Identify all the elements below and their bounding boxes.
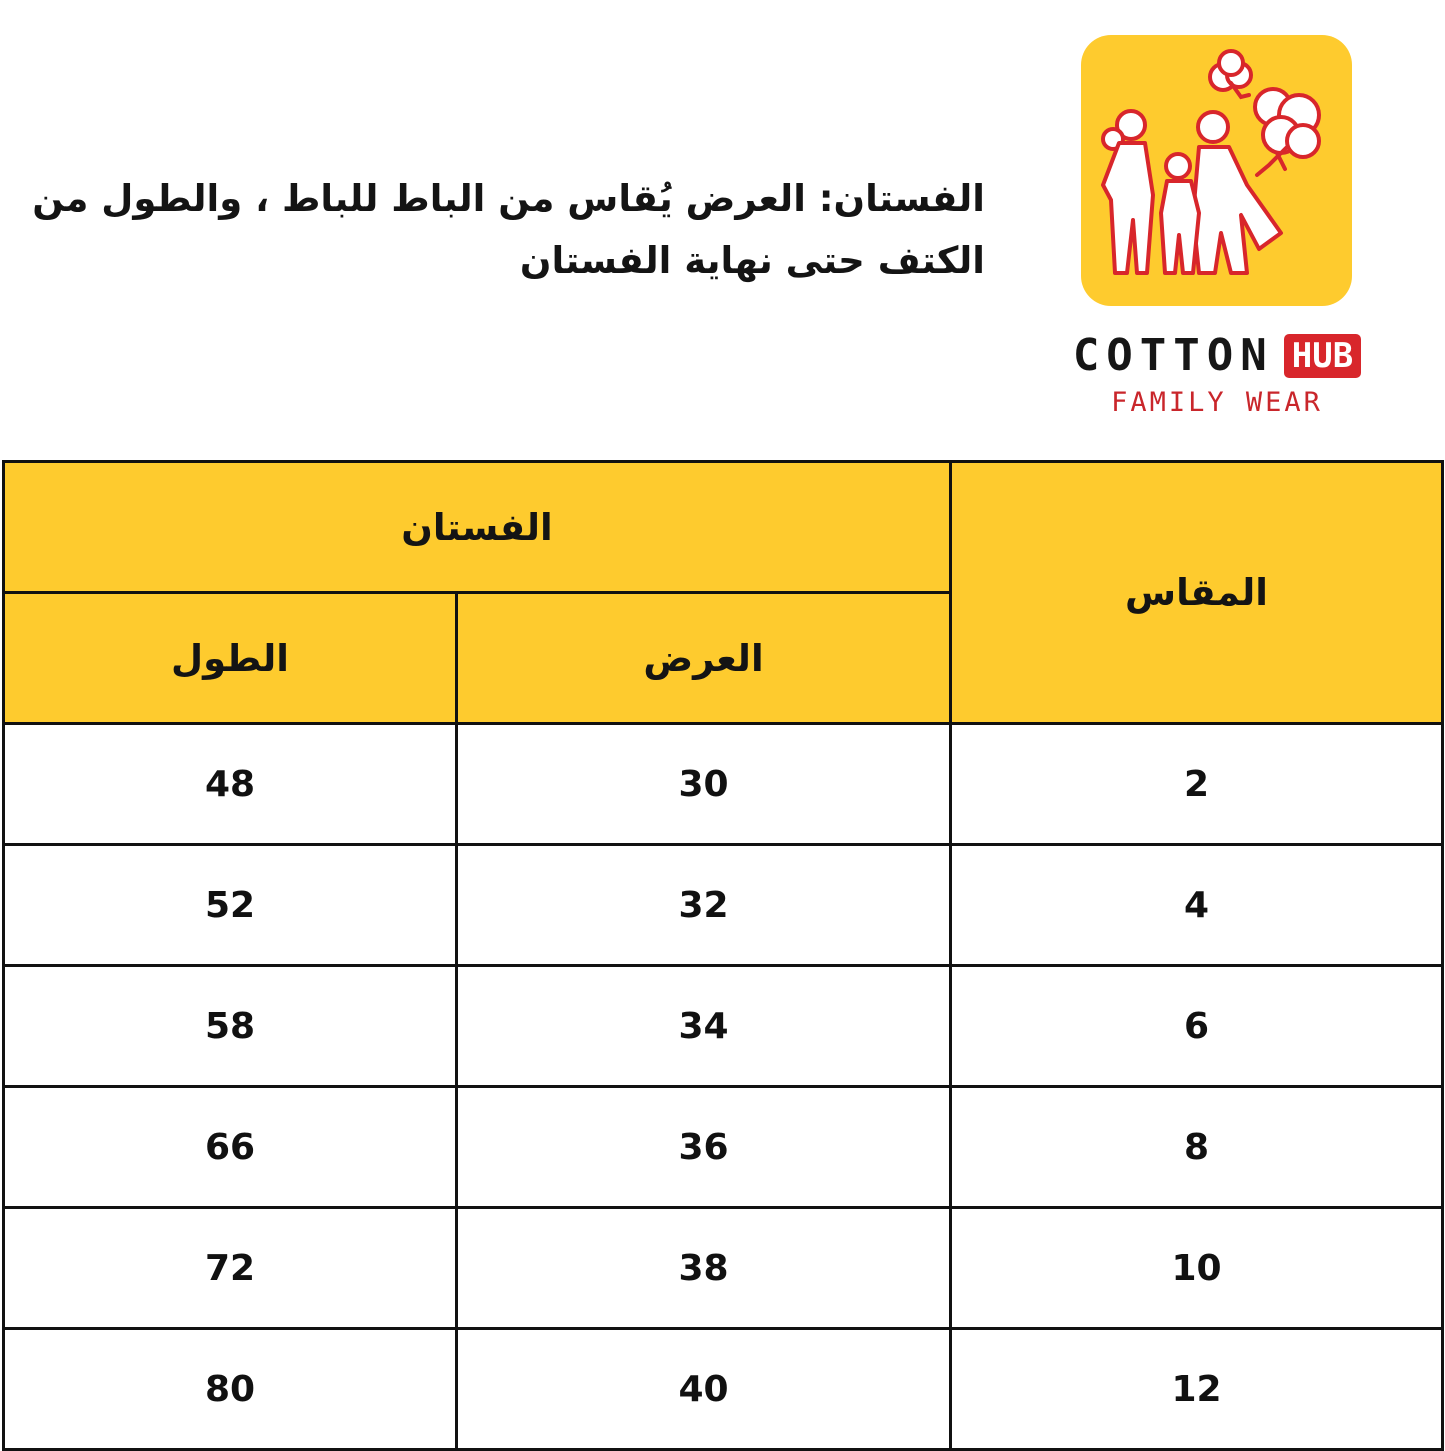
size-cell: 6: [951, 966, 1443, 1087]
size-cell: 2: [951, 724, 1443, 845]
table-row: [4, 1329, 1443, 1450]
width-cell: 30: [457, 724, 951, 845]
width-column-header: العرض: [457, 593, 951, 724]
table-row: [4, 845, 1443, 966]
brand-main-word: COTTON: [1072, 330, 1274, 381]
dress-group-header: الفستان: [4, 462, 951, 593]
brand-wordmark: [1062, 330, 1372, 418]
length-cell: 52: [4, 845, 457, 966]
width-cell: 38: [457, 1208, 951, 1329]
size-cell: 12: [951, 1329, 1443, 1450]
length-cell: 66: [4, 1087, 457, 1208]
length-cell: 48: [4, 724, 457, 845]
table-row: [4, 724, 1443, 845]
size-chart-table: [2, 460, 1444, 1451]
brand-accent-word: HUB: [1284, 334, 1361, 378]
table-row: [4, 1208, 1443, 1329]
table-row: [4, 966, 1443, 1087]
width-cell: 32: [457, 845, 951, 966]
length-cell: 72: [4, 1208, 457, 1329]
size-cell: 10: [951, 1208, 1443, 1329]
size-cell: 4: [951, 845, 1443, 966]
length-column-header: الطول: [4, 593, 457, 724]
note-line-1: الفستان: العرض يُقاس من الباط للباط ، والطول من: [32, 177, 985, 220]
measurement-note: [25, 168, 985, 292]
note-line-2: الكتف حتى نهاية الفستان: [519, 239, 985, 282]
brand-tagline: FAMILY WEAR: [1111, 387, 1323, 418]
length-cell: 58: [4, 966, 457, 1087]
width-cell: 36: [457, 1087, 951, 1208]
brand-title-line: [1062, 330, 1372, 381]
width-cell: 34: [457, 966, 951, 1087]
length-cell: 80: [4, 1329, 457, 1450]
header-row-1: [4, 462, 1443, 593]
size-cell: 8: [951, 1087, 1443, 1208]
brand-logo-tile: [1081, 35, 1352, 306]
size-column-header: المقاس: [951, 462, 1443, 724]
family-cotton-icon: [1081, 35, 1352, 306]
width-cell: 40: [457, 1329, 951, 1450]
table-row: [4, 1087, 1443, 1208]
